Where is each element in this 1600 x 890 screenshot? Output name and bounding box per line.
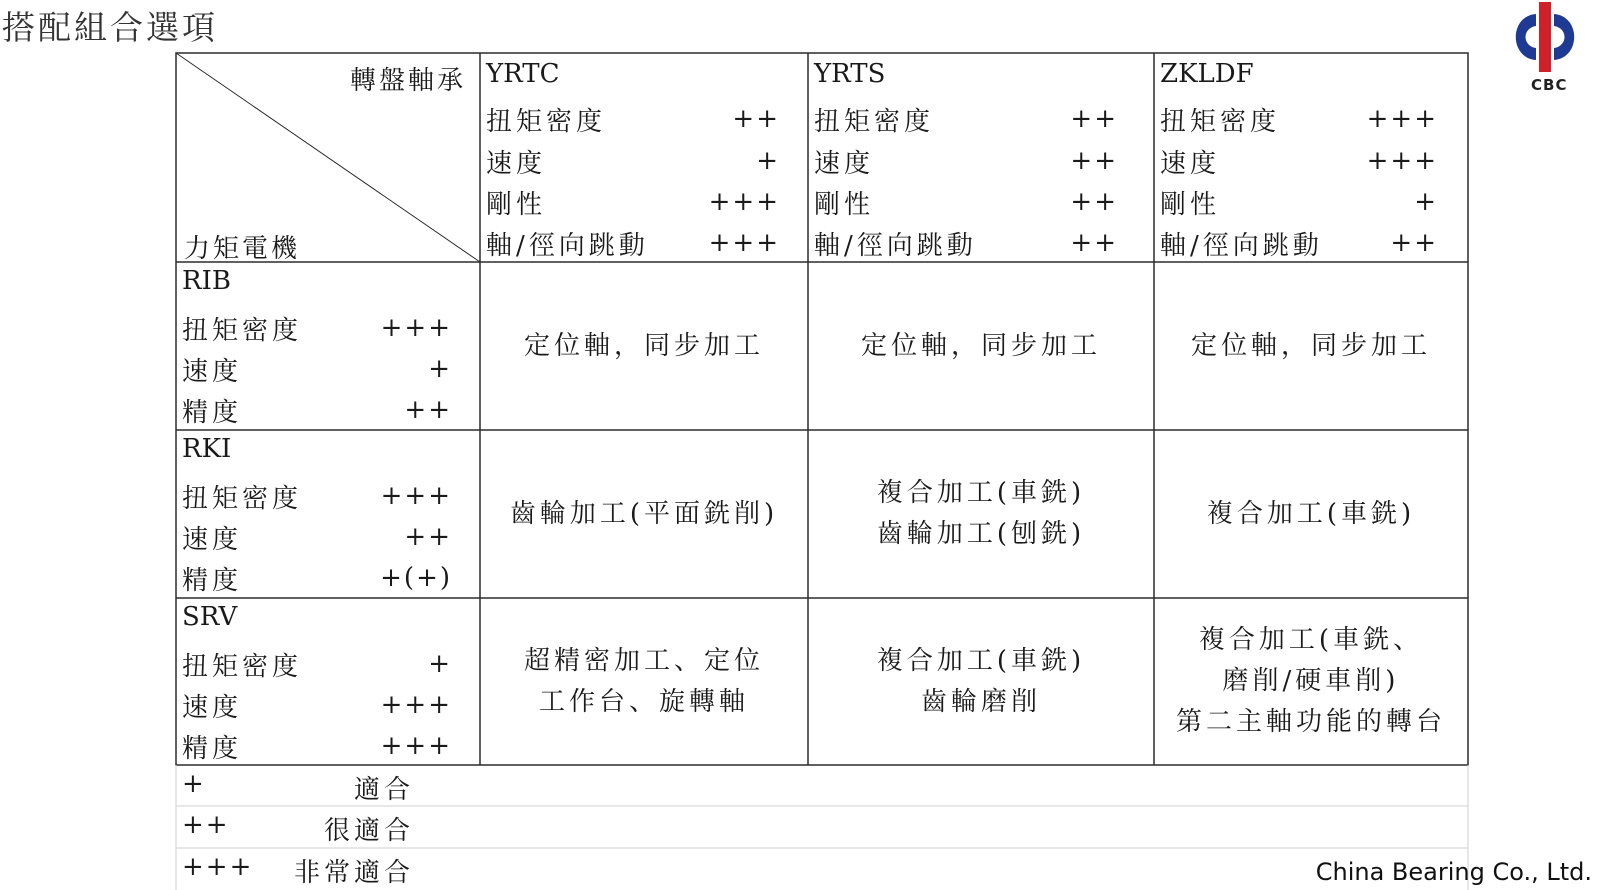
attr-value: ++ xyxy=(404,522,452,552)
legend-row xyxy=(176,848,1468,889)
bearing-name: YRTC xyxy=(486,59,560,89)
attr-label: 精度 xyxy=(182,397,243,428)
cell-line: 齒輪加工(刨銑) xyxy=(876,519,1086,549)
attr-value: ++ xyxy=(1390,228,1438,258)
attr-row xyxy=(182,349,452,389)
motor-header-rib xyxy=(176,262,480,430)
attr-label: 扭矩密度 xyxy=(182,651,303,682)
cell-line: 工作台、旋轉軸 xyxy=(538,686,749,717)
corner-bottom-label: 力矩電機 xyxy=(184,234,301,264)
attr-value: ++ xyxy=(404,395,452,425)
cell-line: 磨削/硬車削) xyxy=(1222,666,1400,696)
attr-value: + xyxy=(428,649,452,679)
cell-rki-zkldf xyxy=(1154,430,1468,598)
attr-value: + xyxy=(428,354,452,384)
attr-label: 扭矩密度 xyxy=(814,106,935,137)
attr-value: + xyxy=(756,146,780,176)
attr-row xyxy=(1160,141,1438,181)
attr-row xyxy=(182,685,452,725)
bearing-header-yrts xyxy=(808,53,1154,262)
attr-value: +++ xyxy=(708,187,780,217)
attr-row xyxy=(814,99,1118,139)
attr-label: 精度 xyxy=(182,733,243,764)
motor-name: SRV xyxy=(182,602,238,632)
attr-value: +++ xyxy=(380,690,452,720)
attr-value: +++ xyxy=(380,313,452,343)
attr-value: ++ xyxy=(1070,187,1118,217)
cell-line: 定位軸，同步加工 xyxy=(860,330,1101,361)
legend-text: 很適合 xyxy=(323,816,414,846)
attr-label: 剛性 xyxy=(1160,189,1221,220)
attr-label: 速度 xyxy=(182,692,243,723)
attr-value: ++ xyxy=(732,104,780,134)
cell-line: 複合加工(車銑) xyxy=(1206,498,1416,529)
cell-line: 齒輪磨削 xyxy=(920,686,1041,717)
attr-value: +++ xyxy=(1366,104,1438,134)
logo-text: CBC xyxy=(1531,76,1568,94)
legend-symbol: +++ xyxy=(182,852,254,882)
attr-row xyxy=(1160,223,1438,263)
attr-label: 扭矩密度 xyxy=(486,106,607,137)
attr-value: ++ xyxy=(1070,104,1118,134)
cell-line: 第二主軸功能的轉台 xyxy=(1175,707,1446,737)
attr-label: 軸/徑向跳動 xyxy=(486,230,649,261)
attr-row xyxy=(182,517,452,557)
attr-row xyxy=(814,141,1118,181)
attr-label: 速度 xyxy=(182,356,243,387)
attr-row xyxy=(814,182,1118,222)
cell-srv-zkldf xyxy=(1154,598,1468,765)
attr-value: + xyxy=(1414,187,1438,217)
cell-rib-zkldf xyxy=(1154,262,1468,430)
cell-line: 定位軸，同步加工 xyxy=(1190,330,1431,361)
attr-label: 剛性 xyxy=(814,189,875,220)
legend-row xyxy=(176,765,1468,806)
cell-rib-yrts xyxy=(808,262,1154,430)
attr-row xyxy=(486,182,780,222)
attr-value: +++ xyxy=(380,481,452,511)
bearing-header-yrtc xyxy=(480,53,808,262)
motor-name: RKI xyxy=(182,434,232,464)
bearing-header-zkldf xyxy=(1154,53,1468,262)
attr-row xyxy=(182,644,452,684)
attr-row xyxy=(182,726,452,766)
cell-rki-yrtc xyxy=(480,430,808,598)
legend-text: 適合 xyxy=(353,775,414,805)
legend-symbol: + xyxy=(182,769,206,799)
attr-row xyxy=(814,223,1118,263)
cell-line: 複合加工(車銑、 xyxy=(1198,625,1424,655)
attr-label: 扭矩密度 xyxy=(182,315,303,346)
attr-row xyxy=(486,99,780,139)
attr-label: 軸/徑向跳動 xyxy=(1160,230,1323,261)
attr-label: 軸/徑向跳動 xyxy=(814,230,977,261)
cell-rib-yrtc xyxy=(480,262,808,430)
attr-label: 扭矩密度 xyxy=(1160,106,1281,137)
bearing-name: YRTS xyxy=(814,59,886,89)
cell-srv-yrts xyxy=(808,598,1154,765)
attr-label: 速度 xyxy=(814,148,875,179)
attr-row xyxy=(182,558,452,598)
corner-top-label: 轉盤軸承 xyxy=(350,66,467,96)
attr-value: ++ xyxy=(1070,228,1118,258)
attr-label: 扭矩密度 xyxy=(182,483,303,514)
motor-name: RIB xyxy=(182,266,231,296)
attr-row xyxy=(182,476,452,516)
cell-srv-yrtc xyxy=(480,598,808,765)
cell-line: 超精密加工、定位 xyxy=(523,645,764,676)
cell-line: 複合加工(車銑) xyxy=(876,478,1086,508)
attr-label: 精度 xyxy=(182,565,243,596)
attr-row xyxy=(182,308,452,348)
attr-label: 速度 xyxy=(1160,148,1221,179)
company-name: China Bearing Co., Ltd. xyxy=(1315,858,1592,886)
motor-header-srv xyxy=(176,598,480,765)
attr-label: 速度 xyxy=(486,148,547,179)
cell-rki-yrts xyxy=(808,430,1154,598)
cell-line: 齒輪加工(平面銑削) xyxy=(509,498,779,529)
attr-value: +++ xyxy=(1366,146,1438,176)
cell-line: 複合加工(車銑) xyxy=(876,645,1086,676)
motor-header-rki xyxy=(176,430,480,598)
attr-row xyxy=(486,141,780,181)
attr-row xyxy=(1160,182,1438,222)
cell-line: 定位軸，同步加工 xyxy=(523,330,764,361)
attr-value: ++ xyxy=(1070,146,1118,176)
legend-symbol: ++ xyxy=(182,810,230,840)
legend-row xyxy=(176,806,1468,847)
attr-label: 剛性 xyxy=(486,189,547,220)
page-title: 搭配組合選項 xyxy=(2,8,218,47)
legend-text: 非常適合 xyxy=(293,858,414,888)
attr-row xyxy=(486,223,780,263)
bearing-name: ZKLDF xyxy=(1160,59,1254,89)
attr-value: +++ xyxy=(380,731,452,761)
attr-value: +++ xyxy=(708,228,780,258)
attr-value: +(+) xyxy=(380,563,452,593)
attr-row xyxy=(182,390,452,430)
attr-label: 速度 xyxy=(182,524,243,555)
attr-row xyxy=(1160,99,1438,139)
